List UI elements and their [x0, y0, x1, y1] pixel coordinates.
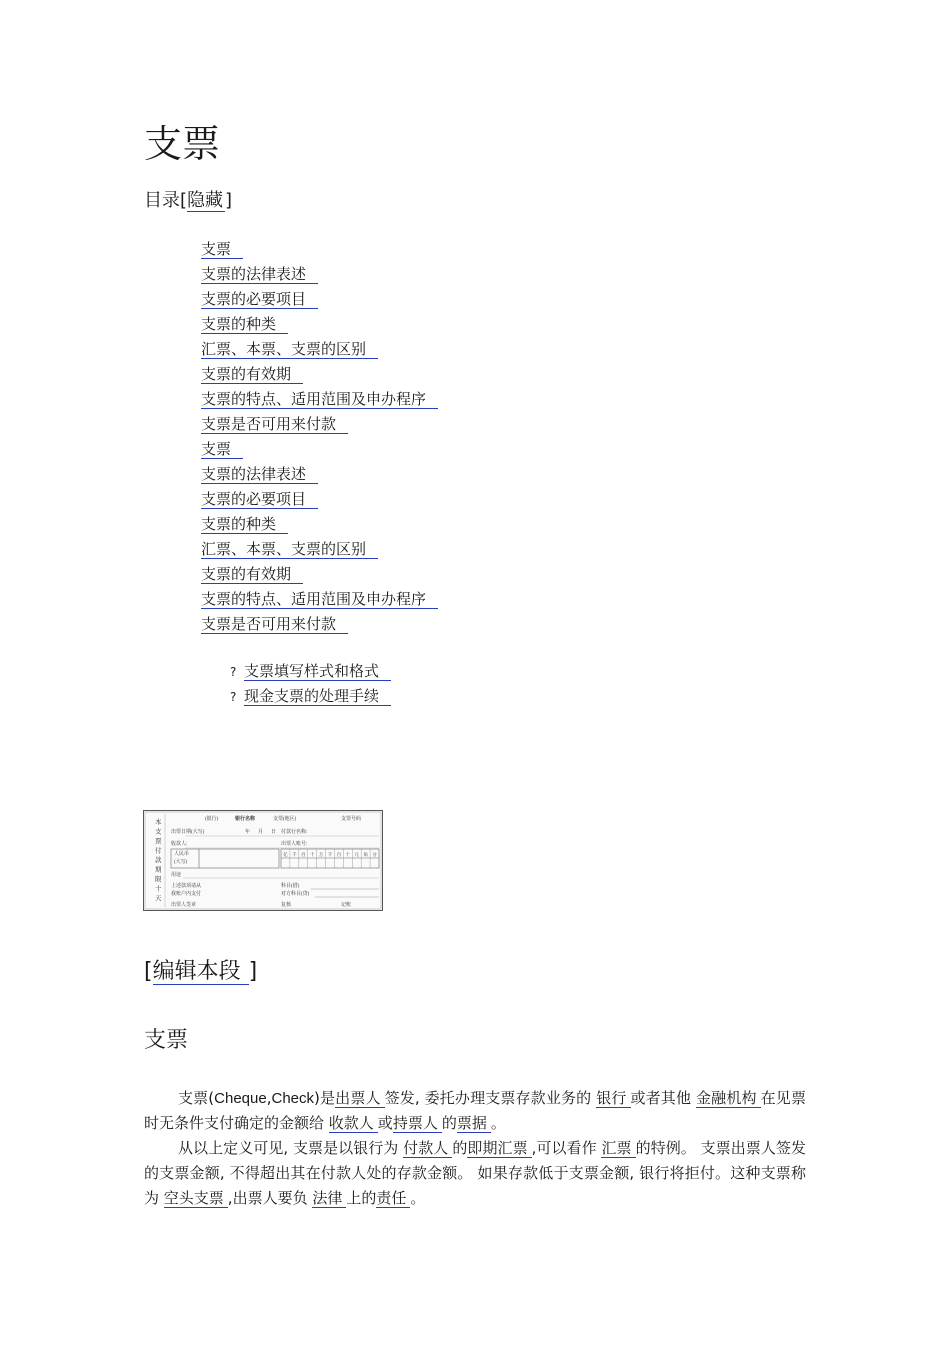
cheque-text: (大写): [174, 860, 188, 865]
article-paragraph: [144, 1136, 806, 1211]
cheque-image: [143, 810, 383, 911]
edit-section: [144, 957, 257, 987]
inline-link[interactable]: 持票人: [393, 1114, 442, 1133]
toc-link[interactable]: 支票: [201, 240, 243, 259]
cheque-text: 用途: [171, 873, 182, 878]
toc-item: [201, 588, 438, 613]
paragraph-text: 或: [377, 1114, 393, 1132]
cheque-text: 年: [245, 830, 251, 835]
paragraph-text: 的特例。 支票出票人签发的支票金额, 不得超出其在付款人处的存款金额。 如果存款低于支票金额, 银行将拒付。这种支票称为: [144, 1139, 806, 1207]
paragraph-text: 。: [410, 1189, 426, 1207]
cheque-digit-label: 千: [292, 852, 297, 857]
cheque-digit-label: 百: [300, 852, 306, 857]
edit-bracket-open: [: [144, 959, 153, 984]
toc-link[interactable]: 汇票、本票、支票的区别: [201, 540, 378, 559]
cheque-text: 出票人签章: [171, 903, 197, 908]
cheque-text: 日: [271, 830, 277, 835]
article-paragraph: [144, 1086, 806, 1136]
toc-link[interactable]: 支票的特点、适用范围及申办程序: [201, 590, 438, 609]
cheque-text: (银行): [205, 817, 219, 822]
toc-link[interactable]: 汇票、本票、支票的区别: [201, 340, 378, 359]
cheque-digit-label: 千: [327, 852, 333, 857]
toc-bracket-open: [: [180, 190, 188, 211]
cheque-digit-label: 元: [354, 852, 360, 857]
cheque-digit-label: 角: [363, 852, 368, 857]
paragraph-text: 从以上定义可见, 支票是以银行为: [178, 1139, 404, 1157]
bullet-marker: ?: [230, 690, 237, 704]
paragraph-text: 。: [490, 1114, 506, 1132]
cheque-digit-label: 万: [318, 852, 324, 857]
toc-link[interactable]: 支票是否可用来付款: [201, 615, 348, 634]
paragraph-text: Check: [271, 1090, 315, 1107]
inline-link[interactable]: 收款人: [329, 1114, 378, 1133]
toc-item: [201, 288, 438, 313]
toc-list: [201, 238, 438, 638]
toc-toggle-link[interactable]: 隐藏: [187, 190, 224, 211]
toc-link[interactable]: 支票的法律表述: [201, 465, 318, 484]
toc-item: [201, 563, 438, 588]
edit-section-link[interactable]: 编辑本段: [153, 959, 249, 985]
inline-link[interactable]: 法律: [312, 1189, 346, 1208]
cheque-text: 上述款项请从: [171, 884, 202, 889]
toc-link[interactable]: 支票: [201, 440, 243, 459]
paragraph-text: 在见票时无条件支付确定的金额给: [144, 1089, 806, 1132]
inline-link[interactable]: 责任: [376, 1189, 410, 1208]
toc-sublink[interactable]: 现金支票的处理手续: [244, 687, 391, 706]
cheque-text: 人民币: [174, 852, 190, 857]
section-title: 支票: [144, 1028, 189, 1053]
toc-item: [201, 463, 438, 488]
cheque-text: 复核: [281, 903, 292, 908]
inline-link[interactable]: 银行: [596, 1089, 630, 1108]
inline-link[interactable]: 即期汇票: [467, 1139, 531, 1158]
cheque-text: 银行名称: [235, 817, 256, 822]
toc-link[interactable]: 支票的种类: [201, 315, 288, 334]
cheque-digit-label: 十: [309, 852, 315, 857]
toc-link[interactable]: 支票的特点、适用范围及申办程序: [201, 390, 438, 409]
toc-link[interactable]: 支票的法律表述: [201, 265, 318, 284]
paragraph-text: 上的: [346, 1189, 377, 1207]
cheque-digit-label: 百: [336, 852, 342, 857]
toc-item: [201, 263, 438, 288]
paragraph-text: 支票(: [178, 1089, 215, 1107]
inline-link[interactable]: 出票人: [335, 1089, 384, 1108]
cheque-text: 对方科目(贷): [281, 892, 310, 897]
cheque-text: 出票日期(大写): [171, 830, 205, 835]
cheque-text: 出票人账号:: [281, 842, 308, 847]
cheque-side-text: 本支票付款期限十天: [155, 819, 162, 902]
cheque-text: 科目(借): [281, 884, 300, 889]
paragraph-text: 签发, 委托办理支票存款业务的: [384, 1089, 597, 1107]
cheque-text: 支票号码: [341, 817, 362, 822]
page-title: 支票: [144, 122, 221, 166]
toc-sublist: [230, 660, 391, 710]
toc-item: [201, 388, 438, 413]
toc-item: [201, 238, 438, 263]
paragraph-text: ,可以看作: [531, 1139, 602, 1157]
toc-item: [201, 513, 438, 538]
cheque-text: 付款行名称:: [281, 830, 308, 835]
toc-subitem: [230, 660, 391, 685]
toc-link[interactable]: 支票的有效期: [201, 365, 303, 384]
toc-label: 目录: [144, 190, 180, 211]
cheque-text: 我账户内支付: [171, 892, 202, 897]
toc-link[interactable]: 支票的必要项目: [201, 490, 318, 509]
toc-item: [201, 338, 438, 363]
toc-link[interactable]: 支票的必要项目: [201, 290, 318, 309]
toc-item: [201, 488, 438, 513]
toc-sublink[interactable]: 支票填写样式和格式: [244, 662, 391, 681]
toc-item: [201, 613, 438, 638]
cheque-digit-label: 分: [372, 852, 377, 857]
toc-item: [201, 438, 438, 463]
paragraph-text: 的: [452, 1139, 468, 1157]
toc-link[interactable]: 支票是否可用来付款: [201, 415, 348, 434]
toc-bracket-close: ]: [225, 190, 233, 211]
cheque-text: 收款人:: [171, 842, 188, 847]
bullet-marker: ?: [230, 665, 237, 679]
toc-subitem: [230, 685, 391, 710]
toc-item: [201, 313, 438, 338]
paragraph-text: ,: [266, 1089, 272, 1107]
paragraph-text: Cheque: [214, 1090, 267, 1107]
cheque-text: 记账: [341, 903, 352, 908]
inline-link[interactable]: 票据: [457, 1114, 491, 1133]
edit-bracket-close: ]: [248, 959, 258, 984]
paragraph-text: 的: [441, 1114, 457, 1132]
toc-item: [201, 413, 438, 438]
inline-link[interactable]: 付款人: [403, 1139, 452, 1158]
inline-link[interactable]: 空头支票: [164, 1189, 228, 1208]
toc-header: [144, 188, 232, 214]
cheque-digit-label: 十: [345, 852, 351, 857]
cheque-digit-label: 亿: [283, 852, 288, 857]
cheque-text: 支票(地区): [273, 817, 297, 822]
inline-link[interactable]: 汇票: [601, 1139, 635, 1158]
toc-item: [201, 363, 438, 388]
article-body: [144, 1086, 806, 1211]
toc-link[interactable]: 支票的种类: [201, 515, 288, 534]
cheque-text: 月: [258, 830, 264, 835]
paragraph-text: ,出票人要负: [227, 1189, 313, 1207]
toc-link[interactable]: 支票的有效期: [201, 565, 303, 584]
inline-link[interactable]: 金融机构: [696, 1089, 761, 1108]
paragraph-text: 或者其他: [630, 1089, 697, 1107]
toc-item: [201, 538, 438, 563]
paragraph-text: )是: [314, 1089, 336, 1107]
